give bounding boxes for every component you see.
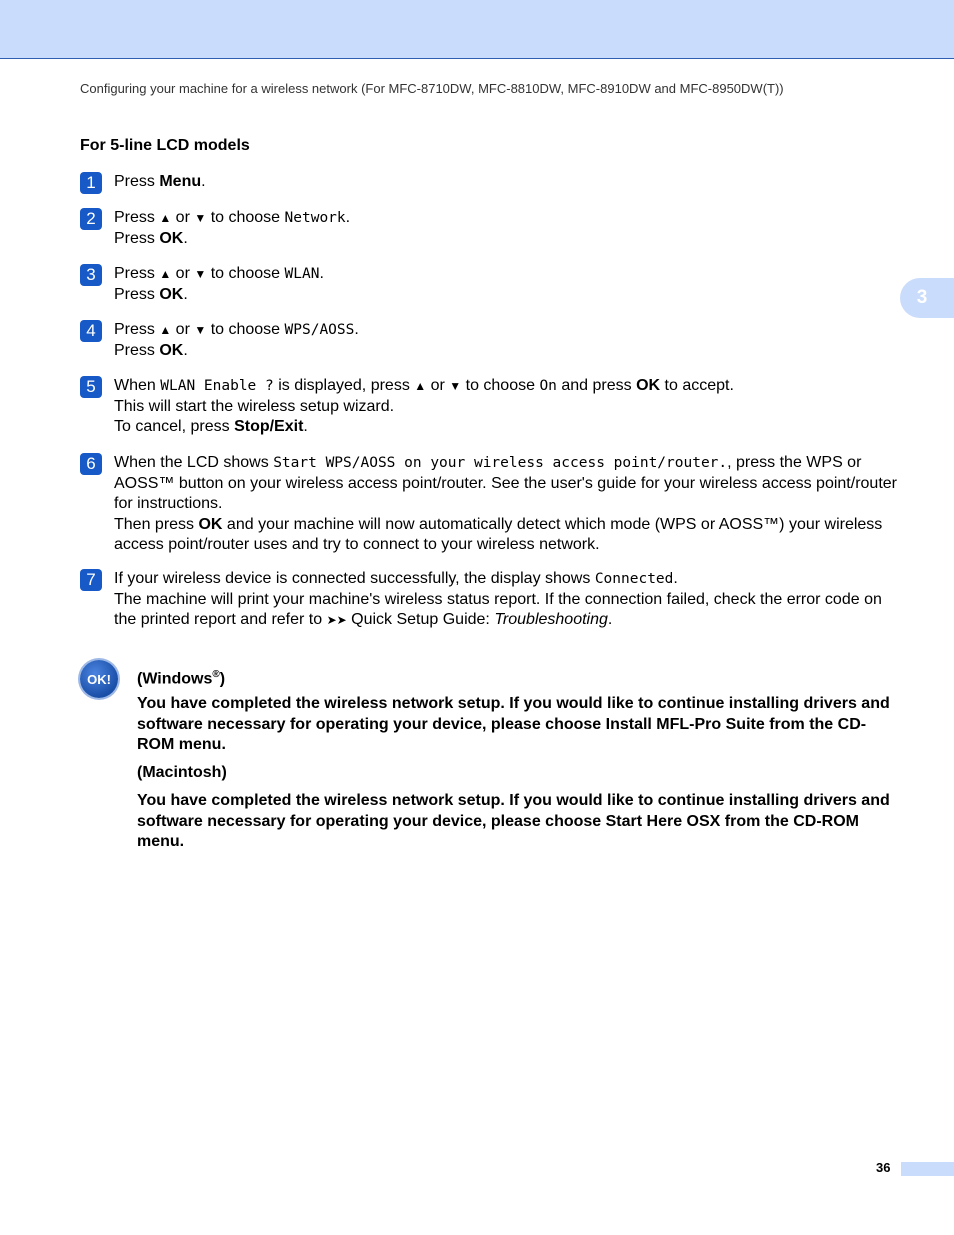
- step-text: to choose: [461, 377, 540, 394]
- step-number: 4: [80, 320, 102, 342]
- step-text: Press: [114, 321, 160, 338]
- lcd-text: Connected: [594, 571, 674, 587]
- step-text: or: [171, 321, 195, 338]
- step-text: Press: [114, 209, 160, 226]
- step-text: The machine will print your machine's wireless status report. If the connection failed, check the error code on the printed report and refer to: [114, 590, 882, 628]
- macintosh-completion-text: You have completed the wireless network setup. If you would like to continue installing drivers and software necessary for operating your device, please choose Start Here OSX from the CD-ROM menu.: [137, 792, 890, 850]
- lcd-text: WLAN Enable ?: [160, 378, 274, 394]
- step-text: If your wireless device is connected successfully, the display shows: [114, 570, 595, 587]
- step-text: This will start the wireless setup wizard.: [114, 397, 395, 415]
- triangle-down-icon: ▼: [194, 211, 207, 225]
- triangle-up-icon: ▲: [414, 379, 427, 393]
- step-text: to choose: [206, 209, 285, 226]
- stop-exit-key-label: Stop/Exit: [234, 418, 304, 435]
- step-text: or: [426, 377, 450, 394]
- windows-completion-text: You have completed the wireless network setup. If you would like to continue installing drivers and software necessary for operating your device, please choose Install MFL-Pro Suite from the CD-ROM menu.: [137, 695, 890, 753]
- ok-badge-icon: [80, 660, 118, 698]
- ok-key-label: OK: [159, 285, 184, 303]
- lcd-text: Network: [284, 210, 346, 226]
- triangle-up-icon: ▲: [159, 267, 172, 281]
- step-text: and your machine will now automatically detect which mode (WPS or AOSS™) your wireless access point/router uses and try to connect to your wireless network.: [114, 515, 883, 553]
- step-text: and press: [556, 377, 637, 394]
- step-3: [80, 264, 900, 305]
- step-text: or: [171, 209, 195, 226]
- top-band: [0, 0, 954, 59]
- step-text: .: [354, 321, 359, 338]
- ok-badge-label: OK!: [87, 671, 111, 687]
- menu-key-label: Menu: [159, 173, 202, 190]
- ok-key-label: OK: [159, 341, 184, 359]
- step-number: 6: [80, 453, 102, 475]
- lcd-text: WPS/AOSS: [284, 322, 355, 338]
- step-text: When: [114, 377, 161, 394]
- step-text: is displayed, press: [273, 377, 415, 394]
- triangle-down-icon: ▼: [449, 379, 462, 393]
- step-1: [80, 172, 900, 193]
- step-text: .: [673, 570, 678, 587]
- step-5: [80, 376, 900, 438]
- windows-heading-text: ): [219, 670, 226, 688]
- step-text: .: [319, 265, 324, 282]
- step-7: [80, 569, 900, 631]
- step-6: [80, 453, 900, 556]
- step-text: to accept.: [660, 377, 734, 394]
- step-number: 5: [80, 376, 102, 398]
- step-text: .: [183, 285, 188, 303]
- ok-key-label: OK: [198, 515, 223, 533]
- chapter-tab: [900, 278, 954, 318]
- step-text: , press the WPS or AOSS™ button on your wireless access point/router. See the user's guide for your wireless access point/router for instructions.: [114, 454, 897, 512]
- step-text: To cancel, press: [114, 418, 235, 435]
- windows-heading: [137, 665, 897, 690]
- step-text: .: [183, 341, 188, 359]
- ok-key-label: OK: [159, 229, 184, 247]
- step-2: [80, 208, 900, 249]
- triangle-up-icon: ▲: [159, 211, 172, 225]
- step-text: Press: [114, 265, 160, 282]
- page-number: 36: [876, 1160, 891, 1175]
- step-text: Quick Setup Guide:: [346, 611, 495, 628]
- step-text: .: [201, 173, 206, 190]
- lcd-text: WLAN: [284, 266, 320, 282]
- step-text: .: [345, 209, 351, 226]
- triangle-up-icon: ▲: [159, 323, 172, 337]
- registered-mark: ®: [212, 669, 220, 680]
- troubleshooting-reference: Troubleshooting: [494, 611, 608, 628]
- step-text: .: [183, 229, 188, 247]
- step-text: .: [607, 611, 613, 628]
- double-arrow-icon: ➤➤: [326, 613, 347, 627]
- page-number-bar: [901, 1162, 954, 1176]
- step-text: Press: [114, 229, 160, 247]
- step-text: .: [303, 418, 308, 435]
- step-4: [80, 320, 900, 361]
- windows-heading-text: (Windows: [137, 670, 213, 688]
- triangle-down-icon: ▼: [194, 267, 207, 281]
- step-text: or: [171, 265, 195, 282]
- lcd-text: Start WPS/AOSS on your wireless access point/router.: [273, 455, 728, 471]
- step-text: Press: [114, 341, 160, 359]
- step-number: 3: [80, 264, 102, 286]
- section-heading: For 5-line LCD models: [80, 137, 250, 154]
- step-number: 7: [80, 569, 102, 591]
- step-text: Then press: [114, 515, 199, 533]
- triangle-down-icon: ▼: [194, 323, 207, 337]
- step-number: 1: [80, 172, 102, 194]
- step-text: to choose: [206, 321, 285, 338]
- running-header: Configuring your machine for a wireless network (For MFC-8710DW, MFC-8810DW, MFC-8910DW and MFC-8950DW(T)): [80, 81, 784, 96]
- macintosh-heading: (Macintosh): [137, 764, 227, 781]
- step-text: Press: [114, 285, 160, 303]
- chapter-number: 3: [916, 287, 928, 308]
- step-text: Press: [114, 173, 160, 190]
- step-number: 2: [80, 208, 102, 230]
- step-text: When the LCD shows: [114, 454, 274, 471]
- step-text: to choose: [206, 265, 285, 282]
- lcd-text: On: [539, 378, 557, 394]
- ok-key-label: OK: [636, 377, 661, 394]
